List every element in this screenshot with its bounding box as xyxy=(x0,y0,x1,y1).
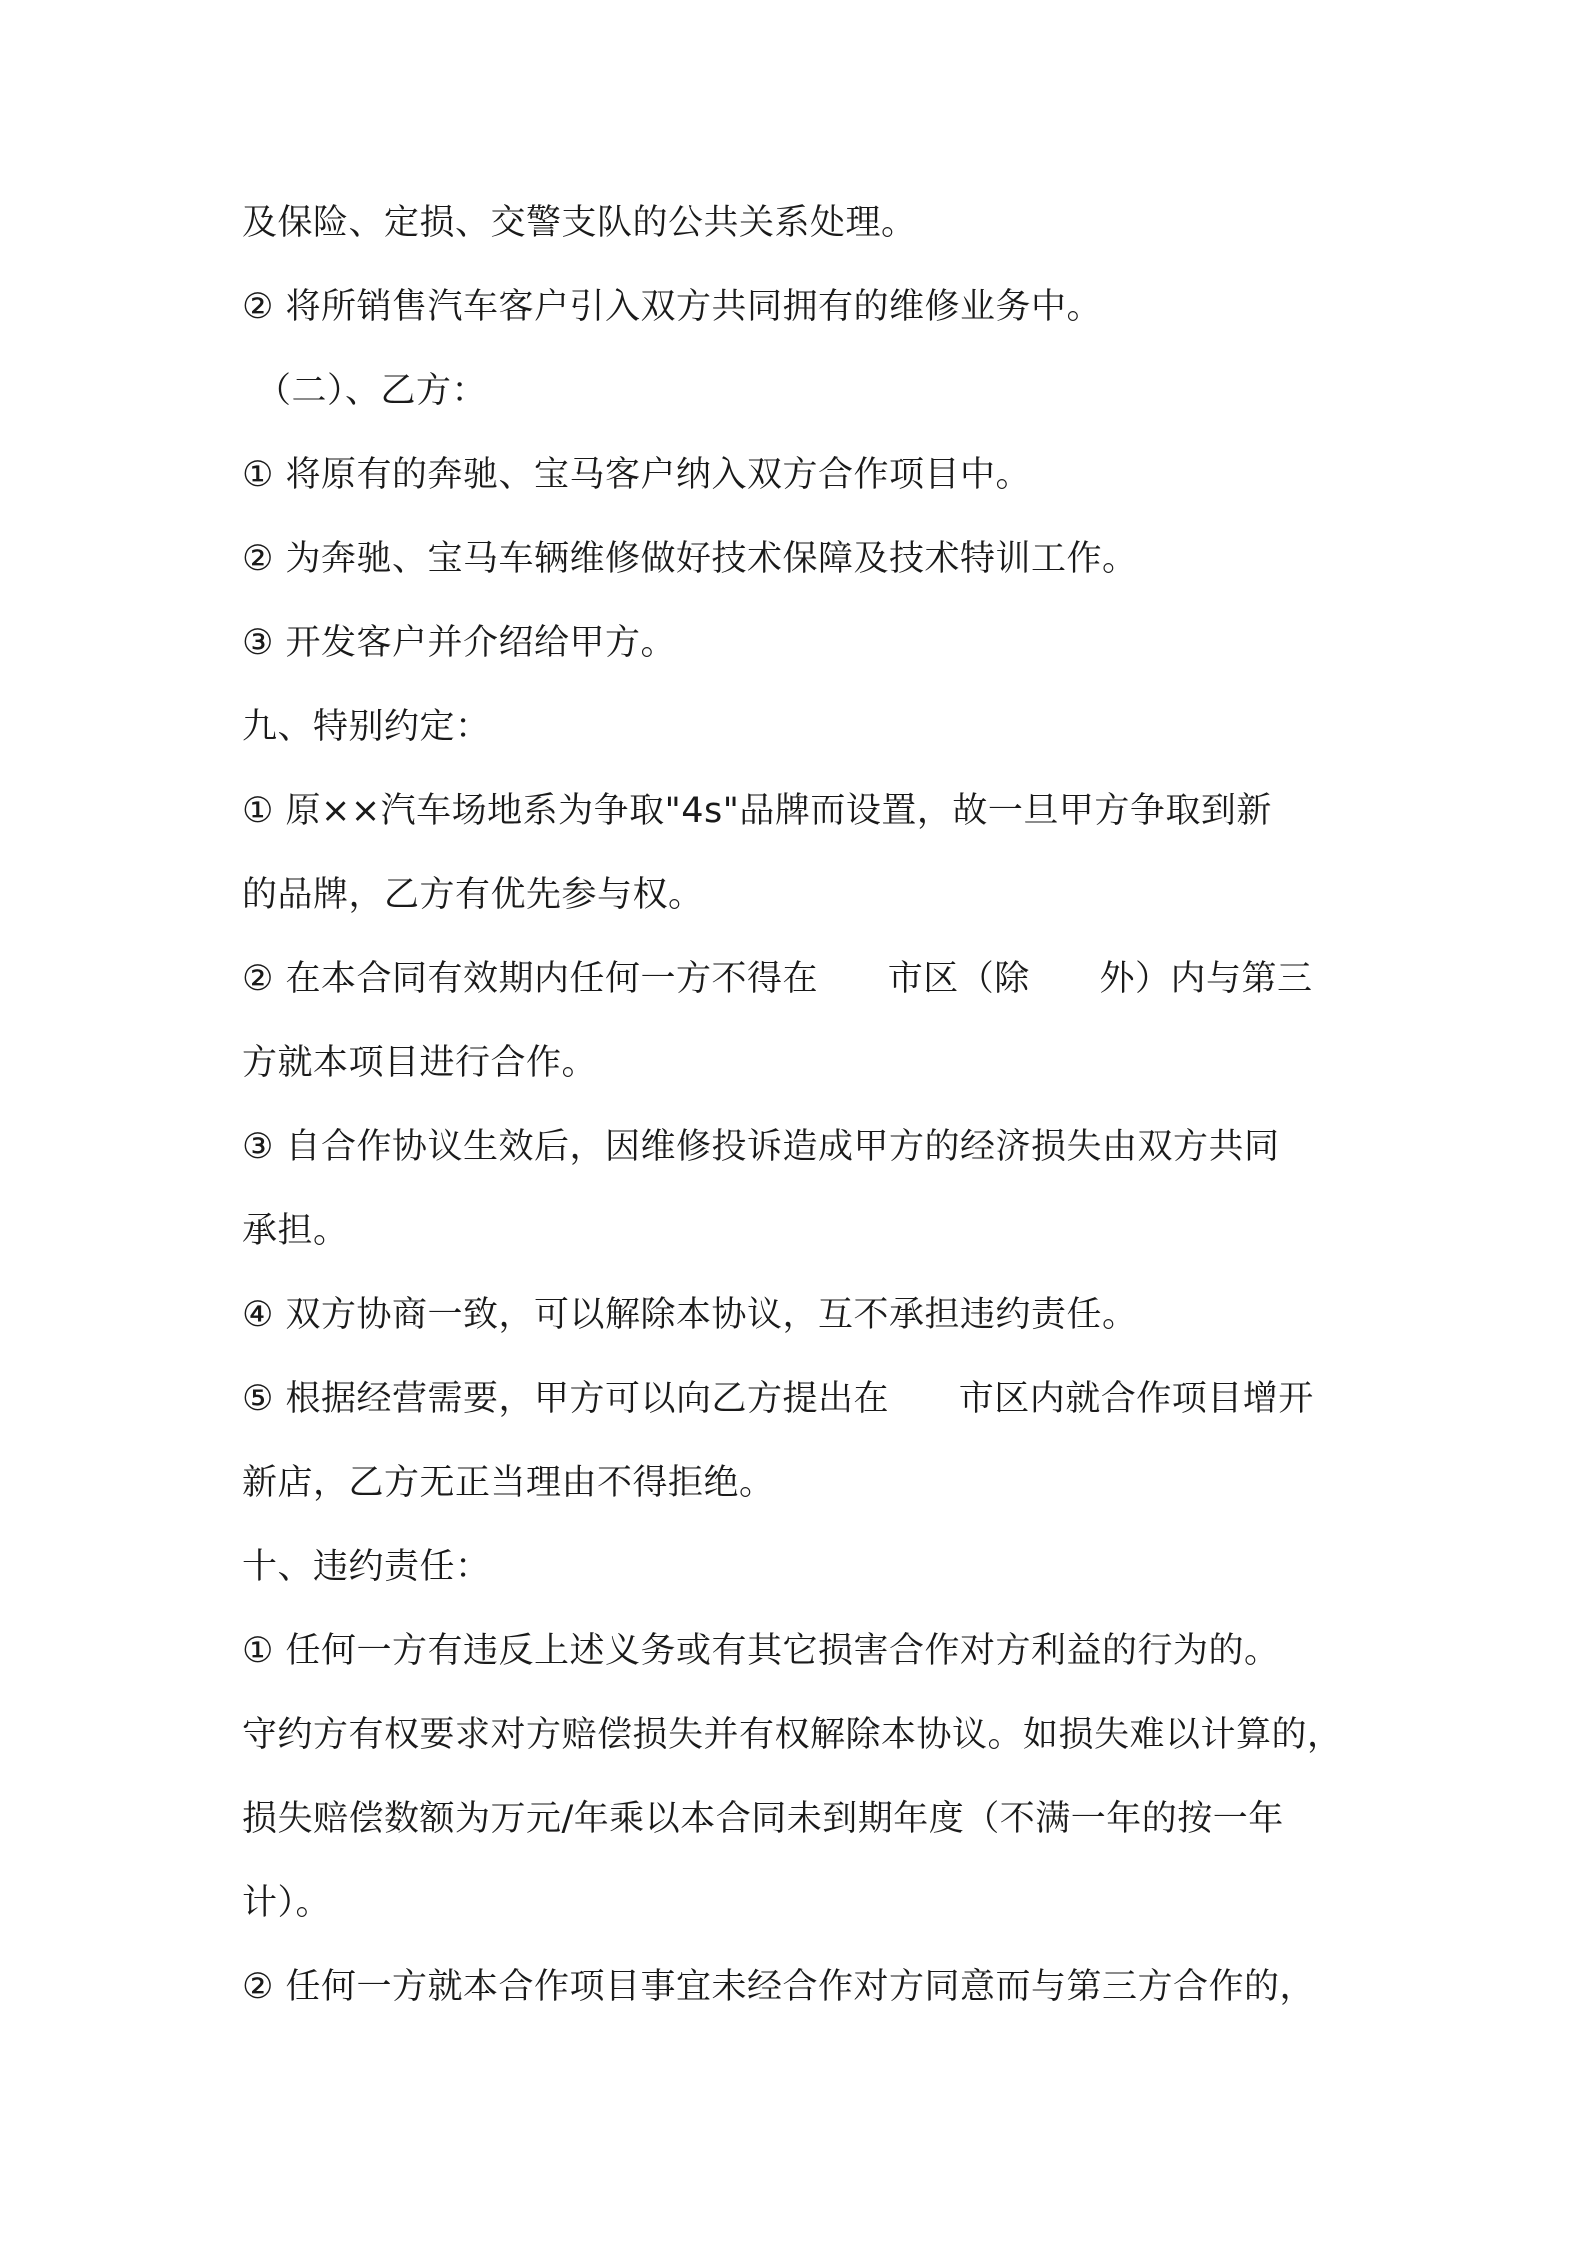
section-heading: 十、违约责任： xyxy=(242,1547,491,1587)
text-line: 守约方有权要求对方赔偿损失并有权解除本协议。如损失难以计算的， xyxy=(242,1715,1343,1755)
text-line: ① 将原有的奔驰、宝马客户纳入双方合作项目中。 xyxy=(242,455,1032,495)
section-heading: 九、特别约定： xyxy=(242,707,491,747)
text-line: 承担。 xyxy=(242,1211,349,1251)
text-line: 计）。 xyxy=(242,1883,332,1923)
text-line: ② 任何一方就本合作项目事宜未经合作对方同意而与第三方合作的， xyxy=(242,1967,1316,2007)
text-line: ③ 开发客户并介绍给甲方。 xyxy=(242,623,677,663)
text-line: ② 为奔驰、宝马车辆维修做好技术保障及技术特训工作。 xyxy=(242,539,1138,579)
text-line: 的品牌，乙方有优先参与权。 xyxy=(242,875,704,915)
section-heading: （二）、乙方： xyxy=(256,371,488,411)
text-line: 及保险、定损、交警支队的公共关系处理。 xyxy=(242,203,917,243)
text-line: ② 将所销售汽车客户引入双方共同拥有的维修业务中。 xyxy=(242,287,1103,327)
text-line: ⑤ 根据经营需要，甲方可以向乙方提出在 市区内就合作项目增开 xyxy=(242,1379,1314,1419)
text-line: 方就本项目进行合作。 xyxy=(242,1043,598,1083)
text-line: ① 原××汽车场地系为争取"4s"品牌而设置，故一旦甲方争取到新 xyxy=(242,791,1272,831)
text-line: ① 任何一方有违反上述义务或有其它损害合作对方利益的行为的。 xyxy=(242,1631,1280,1671)
text-line: ③ 自合作协议生效后，因维修投诉造成甲方的经济损失由双方共同 xyxy=(242,1127,1280,1167)
text-line: 损失赔偿数额为万元/年乘以本合同未到期年度（不满一年的按一年 xyxy=(242,1799,1284,1839)
text-line: 新店，乙方无正当理由不得拒绝。 xyxy=(242,1463,775,1503)
text-line: ④ 双方协商一致，可以解除本协议，互不承担违约责任。 xyxy=(242,1295,1138,1335)
text-line: ② 在本合同有效期内任何一方不得在 市区（除 外）内与第三 xyxy=(242,959,1313,999)
